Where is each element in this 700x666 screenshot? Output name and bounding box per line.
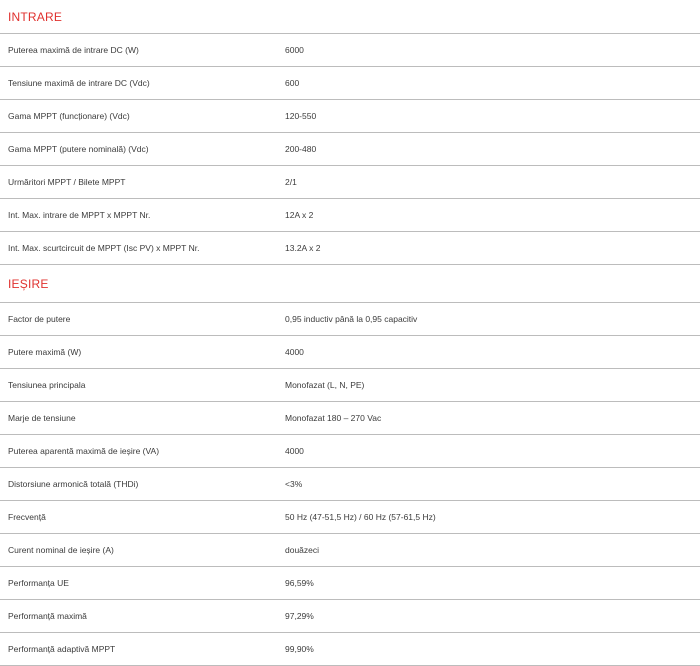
spec-label: Puterea aparentă maximă de ieșire (VA) [0,435,285,468]
spec-label: Int. Max. scurtcircuit de MPPT (Isc PV) x MPPT Nr. [0,232,285,265]
section-title-intrare: INTRARE [8,9,63,24]
table-row [0,67,700,100]
spec-label: Tensiunea principala [0,369,285,402]
table-row [0,633,700,666]
spec-value: Monofazat 180 – 270 Vac [285,402,700,435]
spec-value: 120-550 [285,100,700,133]
spec-value: douăzeci [285,534,700,567]
spec-label: Gama MPPT (putere nominală) (Vdc) [0,133,285,166]
spec-table-intrare [0,33,700,265]
table-row [0,600,700,633]
table-row [0,303,700,336]
spec-value: 4000 [285,435,700,468]
spec-value: 4000 [285,336,700,369]
spec-value: 97,29% [285,600,700,633]
table-row [0,567,700,600]
spec-label: Distorsiune armonică totală (THDi) [0,468,285,501]
spec-value: Monofazat (L, N, PE) [285,369,700,402]
spec-label: Putere maximă (W) [0,336,285,369]
table-row [0,133,700,166]
spec-value: 50 Hz (47-51,5 Hz) / 60 Hz (57-61,5 Hz) [285,501,700,534]
spec-label: Gama MPPT (funcționare) (Vdc) [0,100,285,133]
spec-value: 12A x 2 [285,199,700,232]
section-title-iesire: IEȘIRE [8,276,49,291]
spec-value: 96,59% [285,567,700,600]
table-row [0,369,700,402]
table-row [0,232,700,265]
spec-value: 200-480 [285,133,700,166]
spec-value: 0,95 inductiv până la 0,95 capacitiv [285,303,700,336]
table-row [0,199,700,232]
spec-label: Marje de tensiune [0,402,285,435]
spec-value: 99,90% [285,633,700,666]
table-row [0,435,700,468]
spec-value: <3% [285,468,700,501]
spec-label: Performanța UE [0,567,285,600]
spec-value: 13.2A x 2 [285,232,700,265]
table-row [0,166,700,199]
spec-label: Tensiune maximă de intrare DC (Vdc) [0,67,285,100]
spec-table-iesire [0,302,700,666]
table-row [0,402,700,435]
spec-label: Factor de putere [0,303,285,336]
spec-label: Puterea maximă de intrare DC (W) [0,34,285,67]
spec-value: 6000 [285,34,700,67]
table-row [0,100,700,133]
table-row [0,34,700,67]
spec-label: Curent nominal de ieșire (A) [0,534,285,567]
table-row [0,534,700,567]
spec-label: Performanță maximă [0,600,285,633]
table-row [0,501,700,534]
table-row [0,468,700,501]
spec-label: Urmăritori MPPT / Bilete MPPT [0,166,285,199]
table-row [0,336,700,369]
spec-label: Frecvență [0,501,285,534]
spec-label: Int. Max. intrare de MPPT x MPPT Nr. [0,199,285,232]
spec-value: 2/1 [285,166,700,199]
spec-value: 600 [285,67,700,100]
spec-label: Performanță adaptivă MPPT [0,633,285,666]
